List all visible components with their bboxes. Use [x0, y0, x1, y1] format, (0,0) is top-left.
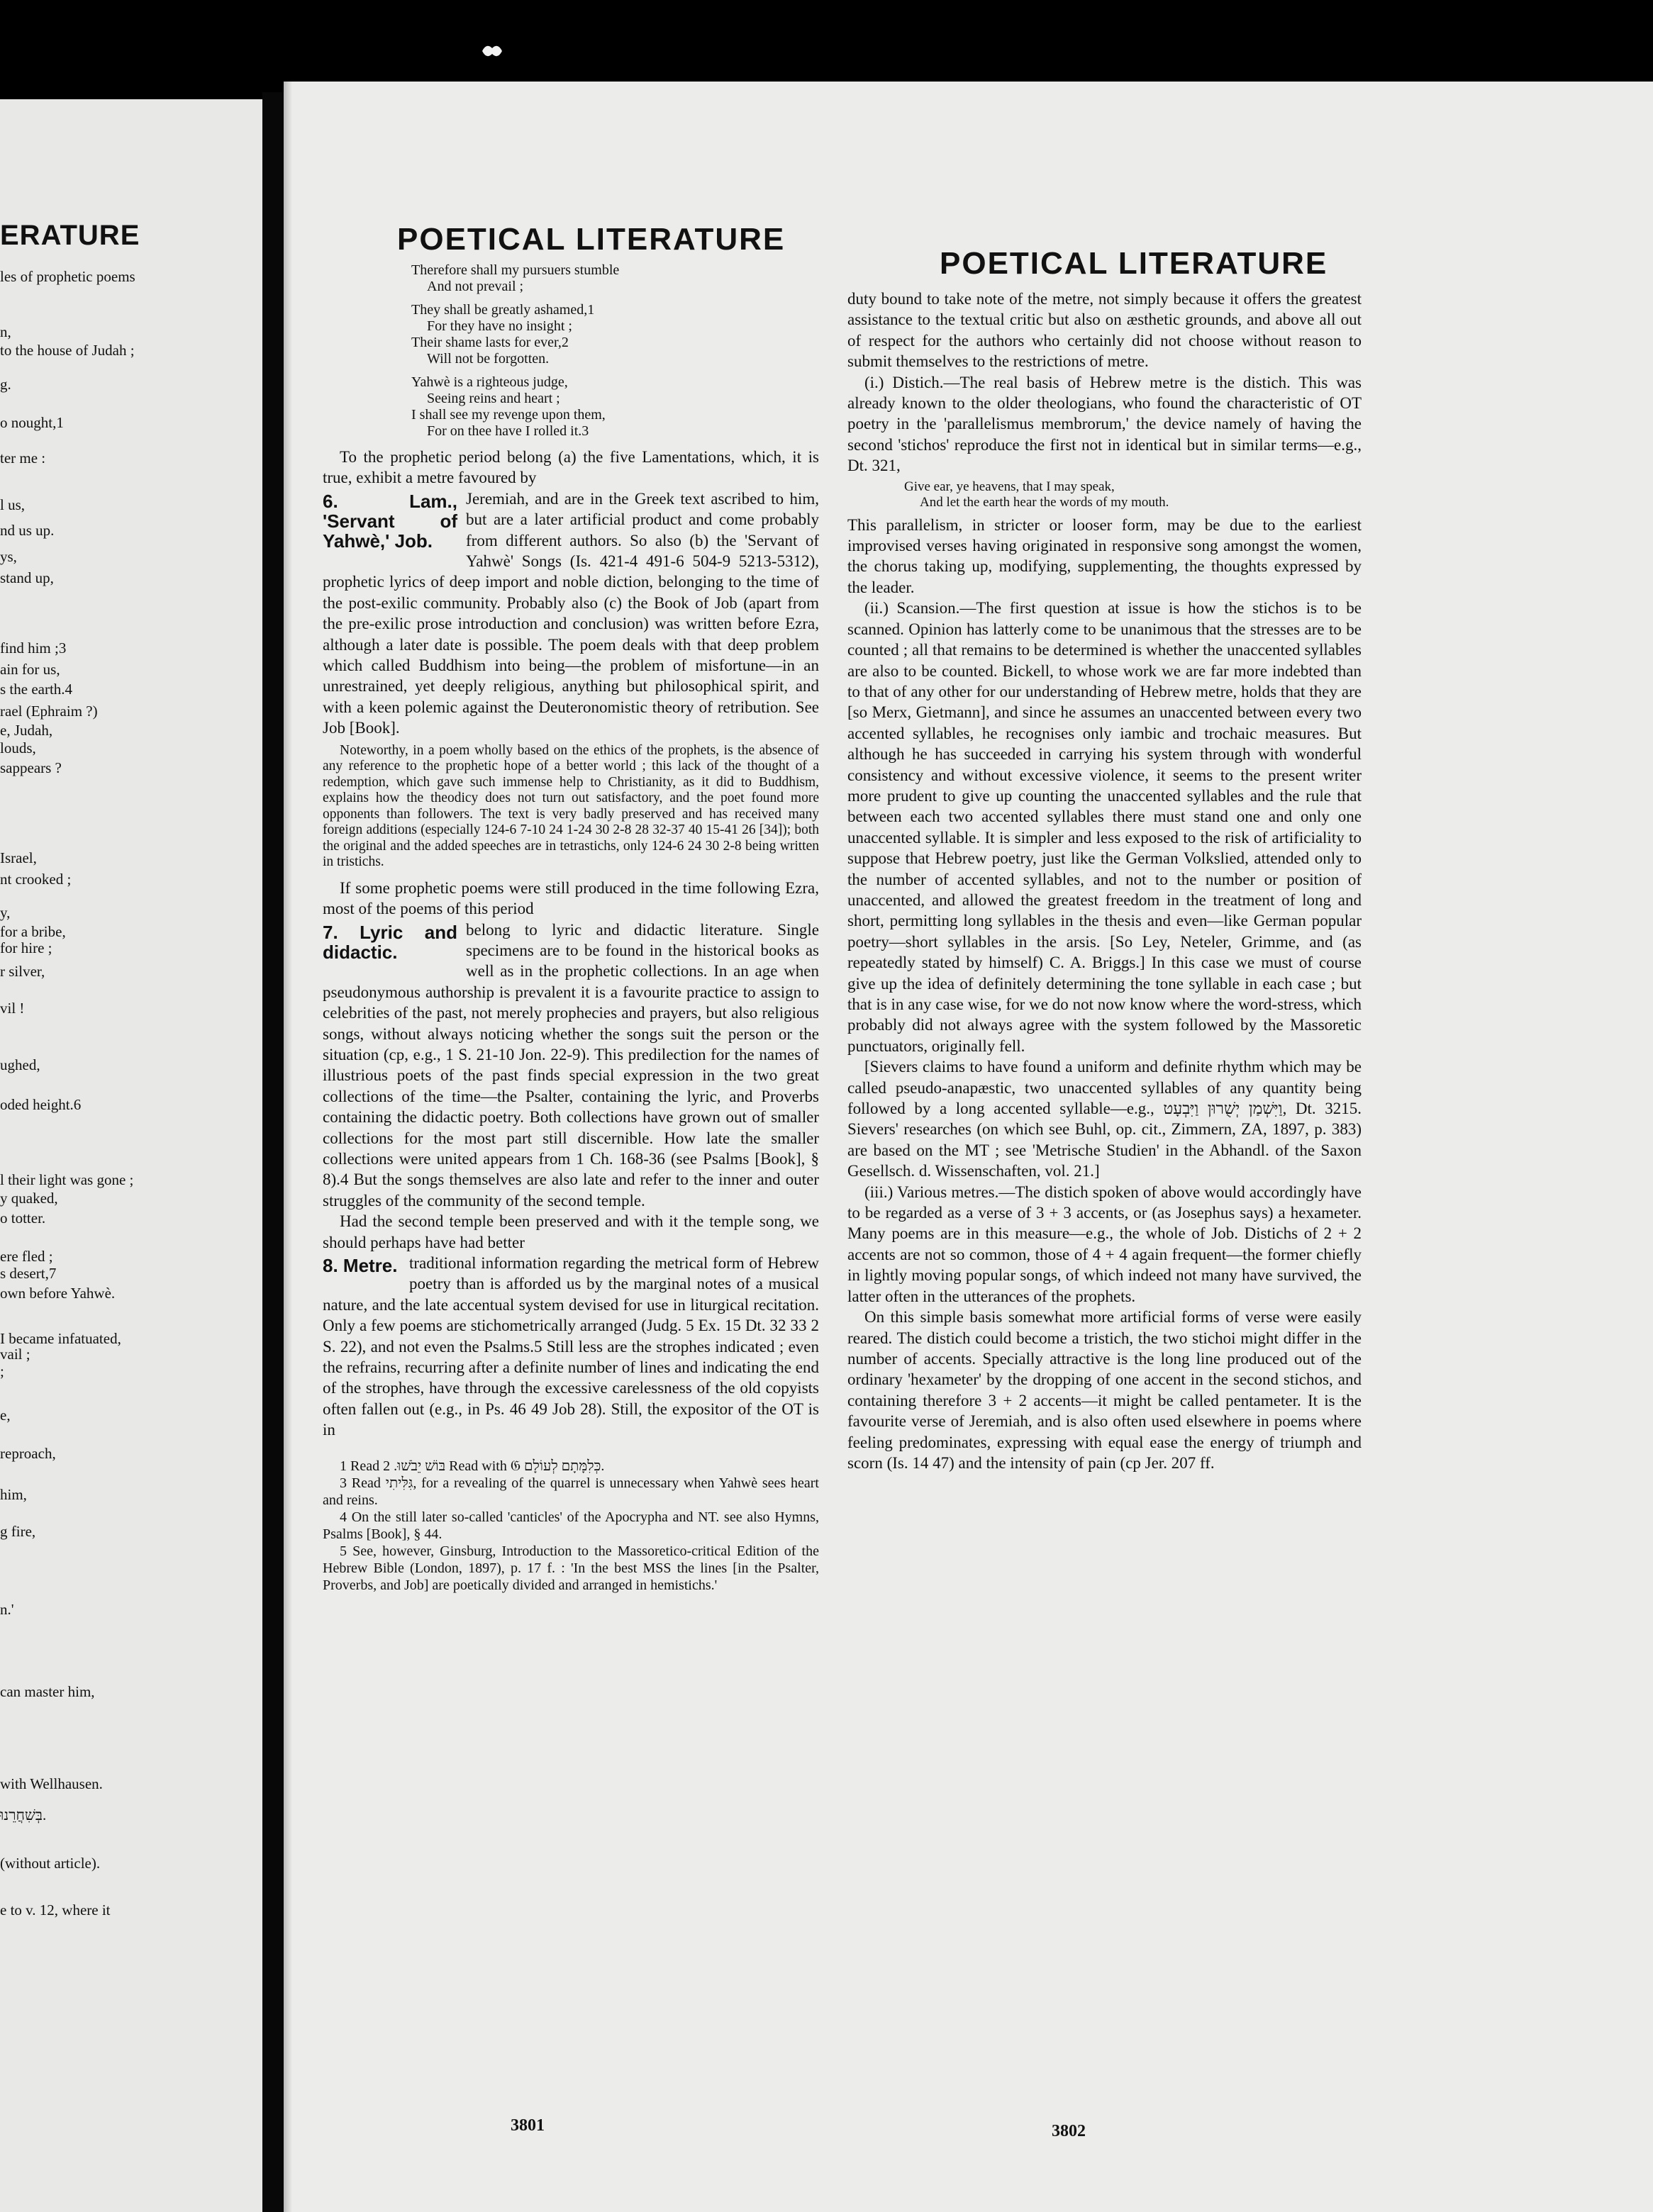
left-page-line: for hire ;: [0, 939, 52, 956]
footnote: 5 See, however, Ginsburg, Introduction to the Massoretico-critical Edition of the Hebrew Bible (London, 1897), p. 17 f. : 'In the best MSS the lines [in the Psalter, Proverbs, and Job] are poetically divided and arranged in hemistichs.': [323, 1543, 819, 1593]
paragraph-various-metres: (iii.) Various metres.—The distich spoken of above would accordingly have to be regarded as a verse of 3 + 3 accents, or (as Josephus says) a hexameter. Many poems are in this measure—e.g., the whole of Job. Distichs of 2 + 2 accents are not so common, those of 4 + 4 again frequent—the former chiefly in lightly moving popular songs, of which indeed not many have survived, the latter often in the utterances of the prophets.: [847, 1183, 1362, 1305]
poem-stanza: [411, 262, 819, 295]
left-page-line: ;: [0, 1363, 4, 1380]
left-page-line: o nought,1: [0, 414, 64, 431]
paragraph-artificial-forms: On this simple basis somewhat more artificial forms of verse were easily reared. The distich could become a tristich, the two stichoi might differ in the number of accents. Specially attractive is the long line produced out of the ordinary 'hexameter' by the dropping of one accent in the second stichos, and containing therefore 3 + 2 accents—it might be called pentameter. It is the favourite verse of Jeremiah, and is also often used elsewhere in poems where feeling predominates, expressing with equal ease the energy of triumph and scorn (Is. 14 47) and the intensity of pain (cp Jer. 207 ff.: [847, 1308, 1362, 1472]
footnotes: [323, 1458, 819, 1594]
poem-line: And not prevail ;: [427, 279, 524, 294]
left-page-line: ughed,: [0, 1056, 40, 1073]
left-page-fragment: [0, 99, 262, 2212]
running-head-right: POETICAL LITERATURE: [940, 246, 1328, 281]
poem-line: Will not be forgotten.: [427, 351, 550, 367]
quote-dt32: [847, 479, 1362, 510]
left-page-line: g fire,: [0, 1523, 36, 1540]
left-page-line: les of prophetic poems: [0, 268, 135, 285]
paragraph-metre: [323, 1253, 819, 1441]
page-edge-shadow: [284, 82, 292, 2212]
left-page-line: ys,: [0, 548, 17, 565]
left-page-line: I became infatuated,: [0, 1330, 121, 1347]
poem-line: Their shame lasts for ever,2: [411, 335, 569, 350]
left-page-line: stand up,: [0, 569, 54, 586]
paragraph-lyric-intro: If some prophetic poems were still produced in the time following Ezra, most of the poems of this period: [323, 878, 819, 918]
page-number-left: 3801: [511, 2116, 545, 2135]
left-page-line: n.': [0, 1601, 14, 1618]
running-head-left: POETICAL LITERATURE: [397, 222, 786, 257]
left-page-line: nd us up.: [0, 522, 55, 539]
sidehead-6: 6. Lam., 'Servant of Yahwè,' Job.: [323, 490, 457, 552]
ornament-icon: [479, 41, 505, 62]
left-page-line: rael (Ephraim ?): [0, 703, 98, 720]
left-page-line: own before Yahwè.: [0, 1285, 116, 1302]
left-page-line: ter me :: [0, 449, 46, 467]
left-page-line: s desert,7: [0, 1265, 57, 1282]
paragraph-sievers: [Sievers claims to have found a uniform and definite rhythm which may be called pseudo-anapæstic, two unaccented syllables of any quantity being followed by a long accented syllable—e.g., וַיִּשְׁמַן יְשֻׁרוּן וַיִּבְעָט, Dt. 3215. Sievers' researches (on which see Buhl, op. cit., Zimmern, ZA, 1897, p. 383) are based on the MT ; see 'Metrische Studien' in the Abhandl. of the Saxon Gesellsch. d. Wissenschaften, vol. 21.]: [847, 1058, 1362, 1180]
paragraph-scansion: (ii.) Scansion.—The first question at issue is how the stichos is to be scanned. Opinion has latterly come to be unanimous that the stresses are to be counted ; all that remains to be determined is whether the unaccented syllables are also to be counted. Bickell, to whose work we are far more indebted than to that of any other for our understanding of Hebrew metre, holds that they are [so Merx, Gietmann], and since he assumes an unaccented between every two accented syllables, he recognises only iambic and trochaic measures. But although he has succeeded in carrying his system through with wonderful consistency and without excessive violence, it seems to the present writer more prudent to give up counting the unaccented syllables and the rule that between each two accented syllables there must stand one and only one unaccented syllable. It is simpler and less exposed to the risk of artificiality to suppose that Hebrew poetry, just like the German Volkslied, attended only to the number of accented syllables, and not to the number or position of unaccented, and allowed the greatest freedom in the treatment of long and short, permitting long syllables in the thesis and even—like German popular poetry—short syllables in the arsis. [So Ley, Neteler, Grimme, and (as repeatedly stated by himself) C. A. Briggs.] In this case we must of course give up the idea of definitely determining the tone syllable in each case ; but that is in any case wise, for we do not now know where the word-stress, which probably did not always agree with the system followed by the Massoretic punctuators, originally fell.: [847, 599, 1362, 1055]
column-1: [323, 262, 819, 1594]
left-page-line: e, Judah,: [0, 722, 53, 739]
note-job: [323, 743, 819, 871]
left-page-line: y quaked,: [0, 1190, 58, 1207]
left-page-line: e,: [0, 1407, 11, 1424]
paragraph-lamentations-intro: To the prophetic period belong (a) the five Lamentations, which, it is true, exhibit a metre favoured by: [323, 448, 819, 487]
paragraph-lyric-body: belong to lyric and didactic literature. Single specimens are to be found in the historical books as well as in the prophetic collections. In an age when pseudonymous authorship is prevalent it is a favourite practice to assign to celebrities of the past, not merely prophecies and prayers, but also religious songs, without always noticing whether the songs suit the person or the situation (cp, e.g., 1 S. 21-10 Jon. 22-9). This predilection for the names of illustrious poets of the past finds special expression in the two great collections of the time—the Psalter, containing the lyric, and Proverbs containing the didactic poetry. Both collections have grown out of smaller collections for the most part still discernible. How late the smaller collections were united appears from 1 Ch. 168-36 (see Psalms [Book], § 8).4 But the songs themselves are also late and refer to the inner and outer struggles of the community of the second temple.: [323, 920, 819, 1210]
footnote: 3 Read גִּלִּיתִי, for a revealing of the quarrel is unnecessary when Yahwè sees heart and reins.: [323, 1475, 819, 1508]
sidehead-7: 7. Lyric and didactic.: [323, 921, 457, 963]
sidehead-8: 8. Metre.: [323, 1255, 398, 1276]
left-page-line: r silver,: [0, 963, 45, 980]
left-page-line: o totter.: [0, 1210, 46, 1227]
left-page-line: e to v. 12, where it: [0, 1901, 111, 1918]
paragraph-metre-body: traditional information regarding the metrical form of Hebrew poetry than is afforded us by the marginal notes of a musical nature, and the late accentual system devised for use in liturgical recitation. Only a few poems are stichometrically arranged (Judg. 5 Ex. 15 Dt. 32 33 2 S. 22), and not even the Psalms.5 Still less are the strophes indicated ; even the refrains, recurring after a definite number of lines and indicating the end of the strophes, have through the excessive carelessness of the old copyists often fallen out (e.g., in Ps. 46 49 Job 28). Still, the expositor of the OT is in: [323, 1254, 819, 1439]
left-page-line: ain for us,: [0, 661, 60, 678]
poem-stanza: [411, 302, 819, 367]
paragraph-metre-intro: Had the second temple been preserved and with it the temple song, we should perhaps have had better: [323, 1212, 819, 1251]
book-gutter: [262, 92, 284, 2212]
left-page-line: him,: [0, 1486, 27, 1503]
left-page-line: vil !: [0, 1000, 25, 1017]
column-2: [847, 289, 1362, 1473]
poem-stanza: [411, 374, 819, 440]
quote-line: Give ear, ye heavens, that I may speak,: [904, 479, 1115, 494]
paragraph-lamentations-body: Jeremiah, and are in the Greek text ascribed to him, but are a later artificial product and come probably from different authors. So also (b) the 'Servant of Yahwè' Songs (Is. 421-4 491-6 504-9 5213-5312), prophetic lyrics of deep import and noble diction, belonging to the time of the post-exilic community. Probably also (c) the Book of Job (apart from the pre-exilic prose introduction and conclusion) was written before Ezra, although a later date is possible. The poem deals with that deep problem which called Buddhism into being—the problem of misfortune—in an unrestrained, yet deeply religious, anything but philosophical spirit, and with a keen polemic against the Deuteronomistic theory of retribution. See Job [Book].: [323, 489, 819, 737]
left-page-line: find him ;3: [0, 639, 67, 657]
paragraph-lamentations: [323, 488, 819, 739]
left-page-line: Israel,: [0, 849, 37, 866]
quote-line: And let the earth hear the words of my mouth.: [920, 494, 1169, 510]
footnote: 4 On the still later so-called 'canticles' of the Apocrypha and NT. see also Hymns, Psalms [Book], § 44.: [323, 1509, 819, 1542]
poem-line: Yahwè is a righteous judge,: [411, 374, 568, 390]
left-page-line: g.: [0, 376, 11, 393]
left-page-line: ere fled ;: [0, 1248, 53, 1265]
poem-line: They shall be greatly ashamed,1: [411, 302, 595, 318]
left-page-line: for a bribe,: [0, 923, 66, 940]
left-page-line: (without article).: [0, 1855, 101, 1872]
paragraph-lyric: [323, 920, 819, 1212]
poem-line: Therefore shall my pursuers stumble: [411, 262, 620, 278]
page-number-right: 3802: [1052, 2122, 1086, 2140]
left-page-line: oded height.6: [0, 1096, 82, 1113]
left-page-line: with Wellhausen.: [0, 1775, 103, 1792]
poem-line: For they have no insight ;: [427, 318, 572, 334]
poem-line: For on thee have I rolled it.3: [427, 423, 589, 439]
left-page-line: l their light was gone ;: [0, 1171, 134, 1188]
left-page-line: to the house of Judah ;: [0, 342, 135, 359]
left-page-line: vail ;: [0, 1346, 30, 1363]
paragraph-distich: (i.) Distich.—The real basis of Hebrew metre is the distich. This was already known to the older theologians, who found the characteristic of OT poetry in the 'parallelismus membrorum,' the device namely of having the second 'stichos' reproduce the first not in identical but in similar terms—e.g., Dt. 321,: [847, 373, 1362, 475]
paragraph-duty: duty bound to take note of the metre, not simply because it offers the greatest assistance to the textual critic but also on æsthetic grounds, and above all out of respect for the authors who certainly did not choose without reason to submit themselves to the restrictions of metre.: [847, 290, 1362, 371]
poem-line: Seeing reins and heart ;: [427, 391, 560, 406]
poem-extract: [323, 262, 819, 440]
left-page-line: reproach,: [0, 1445, 56, 1462]
left-page-line: y,: [0, 904, 11, 921]
left-page-line: can master him,: [0, 1683, 95, 1700]
left-page-line: nt crooked ;: [0, 871, 72, 888]
left-page-line: n,: [0, 323, 11, 340]
main-page: [284, 82, 1653, 2212]
note-job-text: Noteworthy, in a poem wholly based on the ethics of the prophets, is the absence of any reference to the prophetic hope of a better world ; this lack of the thought of a redemption, which gave such immense help to Christianity, as it did to Buddhism, explains how the theodicy does not turn out satisfactory, and the poet found more opponents than followers. The text is very badly preserved and has received many foreign additions (especially 124-6 7-10 24 1-24 30 2-8 28 32-37 40 15-41 26 [34]); both the original and the added speeches are in tetrastichs, only 124-6 24 30 2-8 being written in tristichs.: [323, 742, 819, 870]
poem-line: I shall see my revenge upon them,: [411, 407, 606, 423]
footnote: 1 Read בּוֹשׁ יֵבֹשׁוּ. 2 Read with 𝔊 כְּלִמָּתָם לְעוֹלָם.: [340, 1458, 605, 1474]
left-page-line: בְּשִׁחֲרֵנוּ.: [0, 1806, 47, 1823]
left-page-line: sappears ?: [0, 759, 62, 776]
paragraph-parallelism: This parallelism, in stricter or looser form, may be due to the earliest improvised verses having originated in responsive song amongst the women, the chorus taking up, modifying, supplementing, the thoughts expressed by the leader.: [847, 515, 1362, 596]
left-running-head: ERATURE: [0, 220, 140, 251]
left-page-line: louds,: [0, 739, 36, 756]
left-page-line: s the earth.4: [0, 681, 73, 698]
left-page-line: l us,: [0, 496, 26, 513]
